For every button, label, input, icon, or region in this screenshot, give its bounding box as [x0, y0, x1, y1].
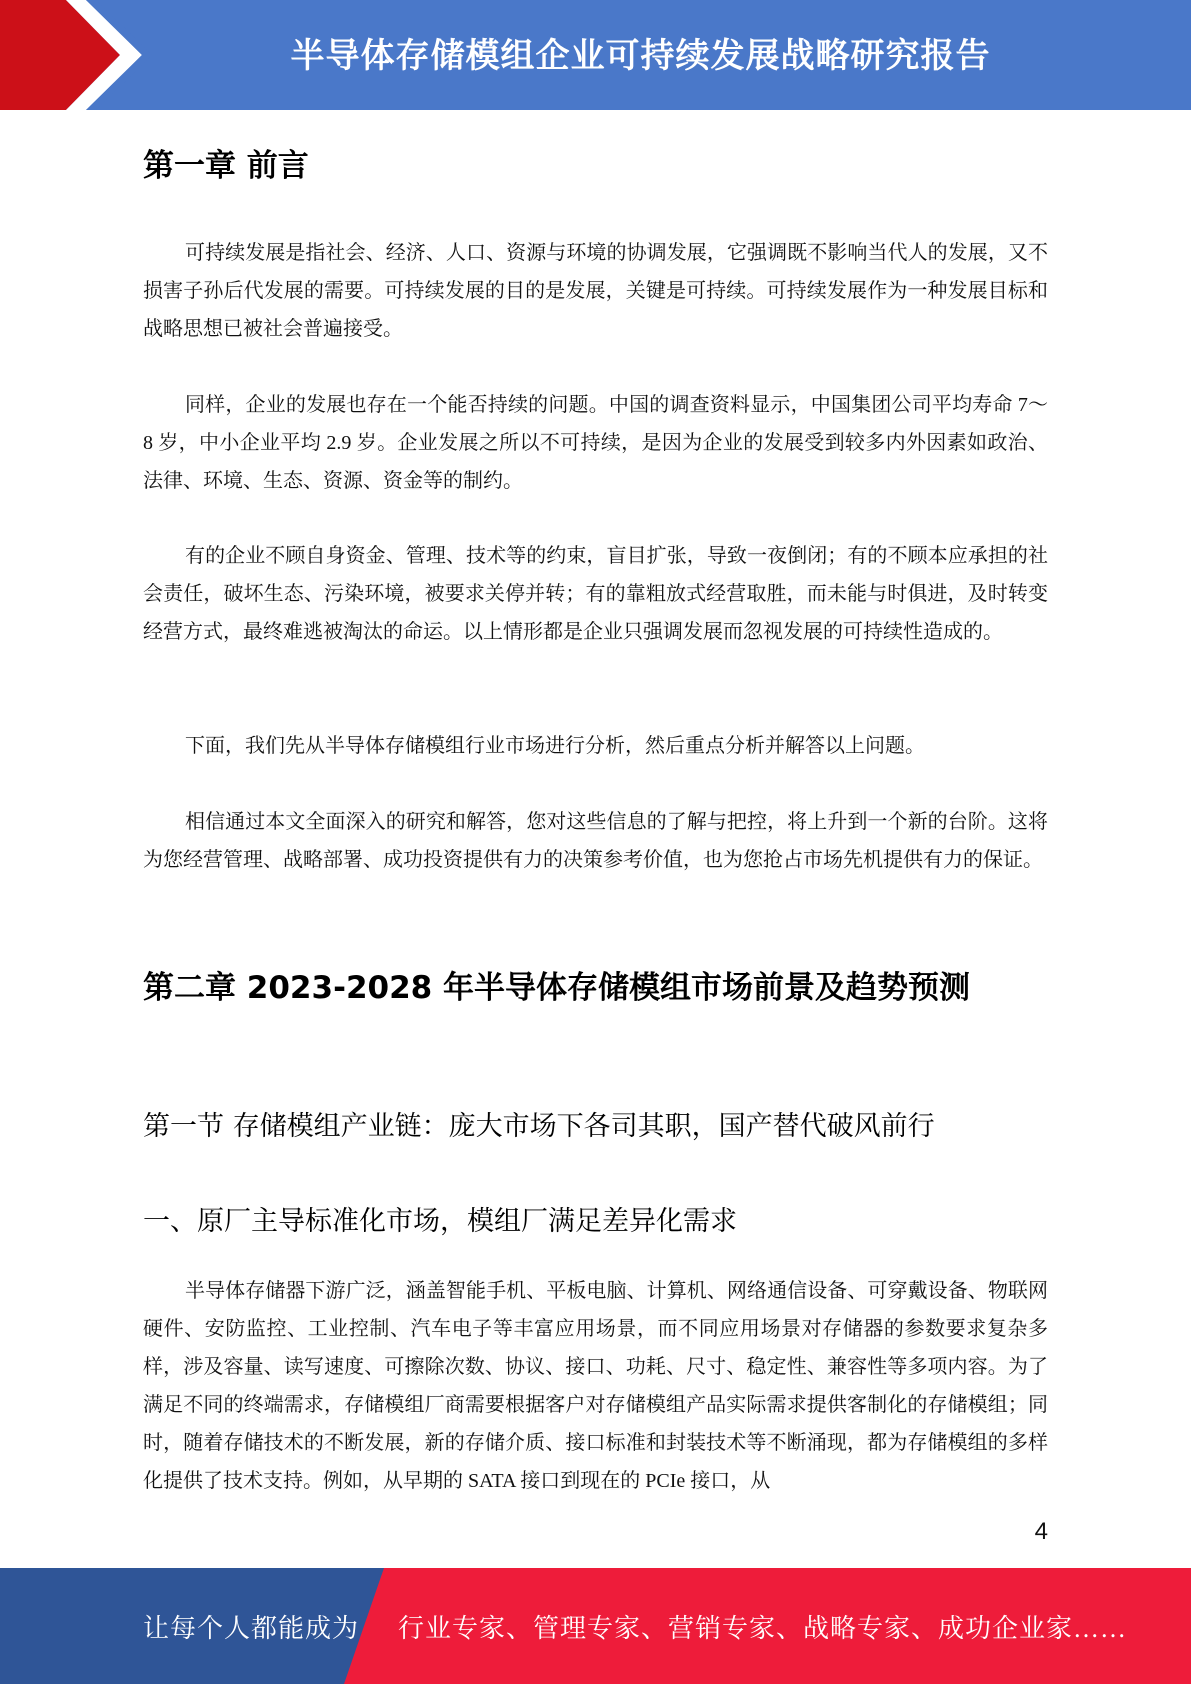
- footer-slogan-left: 让每个人都能成为: [143, 1613, 360, 1643]
- header-title: 半导体存储模组企业可持续发展战略研究报告: [290, 35, 991, 76]
- paragraph: 同样，企业的发展也存在一个能否持续的问题。中国的调查资料显示，中国集团公司平均寿命 7～8 岁，中小企业平均 2.9 岁。企业发展之所以不可持续，是因为企业的发展受到较多内外因素如政治、法律、环境、生态、资源、资金等的制约。: [143, 394, 1048, 492]
- footer-banner: [0, 1568, 1191, 1684]
- header-banner: [0, 0, 1191, 110]
- footer-slogan-right: 行业专家、管理专家、营销专家、战略专家、成功企业家……: [398, 1613, 1128, 1643]
- paragraph: 半导体存储器下游广泛，涵盖智能手机、平板电脑、计算机、网络通信设备、可穿戴设备、物联网硬件、安防监控、工业控制、汽车电子等丰富应用场景，而不同应用场景对存储器的参数要求复杂多样，涉及容量、读写速度、可擦除次数、协议、接口、功耗、尺寸、稳定性、兼容性等多项内容。为了满足不同的终端需求，存储模组厂商需要根据客户对存储模组产品实际需求提供客制化的存储模组；同时，随着存储技术的不断发展，新的存储介质、接口标准和封装技术等不断涌现，都为存储模组的多样化提供了技术支持。例如，从早期的 SATA 接口到现在的 PCIe 接口，从: [143, 1280, 1048, 1492]
- page-number: 4: [1034, 1518, 1048, 1545]
- chapter-1-title: 第一章 前言: [143, 148, 309, 184]
- paragraph: 有的企业不顾自身资金、管理、技术等的约束，盲目扩张，导致一夜倒闭；有的不顾本应承担的社会责任，破坏生态、污染环境，被要求关停并转；有的靠粗放式经营取胜，而未能与时俱进，及时转变经营方式，最终难逃被淘汰的命运。以上情形都是企业只强调发展而忽视发展的可持续性造成的。: [143, 545, 1048, 643]
- subsection-title: 一、原厂主导标准化市场，模组厂满足差异化需求: [143, 1206, 737, 1237]
- section-title: 第一节 存储模组产业链：庞大市场下各司其职，国产替代破风前行: [143, 1111, 935, 1142]
- paragraph: 可持续发展是指社会、经济、人口、资源与环境的协调发展，它强调既不影响当代人的发展，又不损害子孙后代发展的需要。可持续发展的目的是发展，关键是可持续。可持续发展作为一种发展目标和战略思想已被社会普遍接受。: [143, 242, 1048, 340]
- paragraph: 下面，我们先从半导体存储模组行业市场进行分析，然后重点分析并解答以上问题。: [185, 735, 925, 757]
- paragraph: 相信通过本文全面深入的研究和解答，您对这些信息的了解与把控，将上升到一个新的台阶。这将为您经营管理、战略部署、成功投资提供有力的决策参考价值，也为您抢占市场先机提供有力的保证。: [143, 811, 1048, 871]
- chapter-2-title: 第二章 2023-2028 年半导体存储模组市场前景及趋势预测: [143, 970, 971, 1006]
